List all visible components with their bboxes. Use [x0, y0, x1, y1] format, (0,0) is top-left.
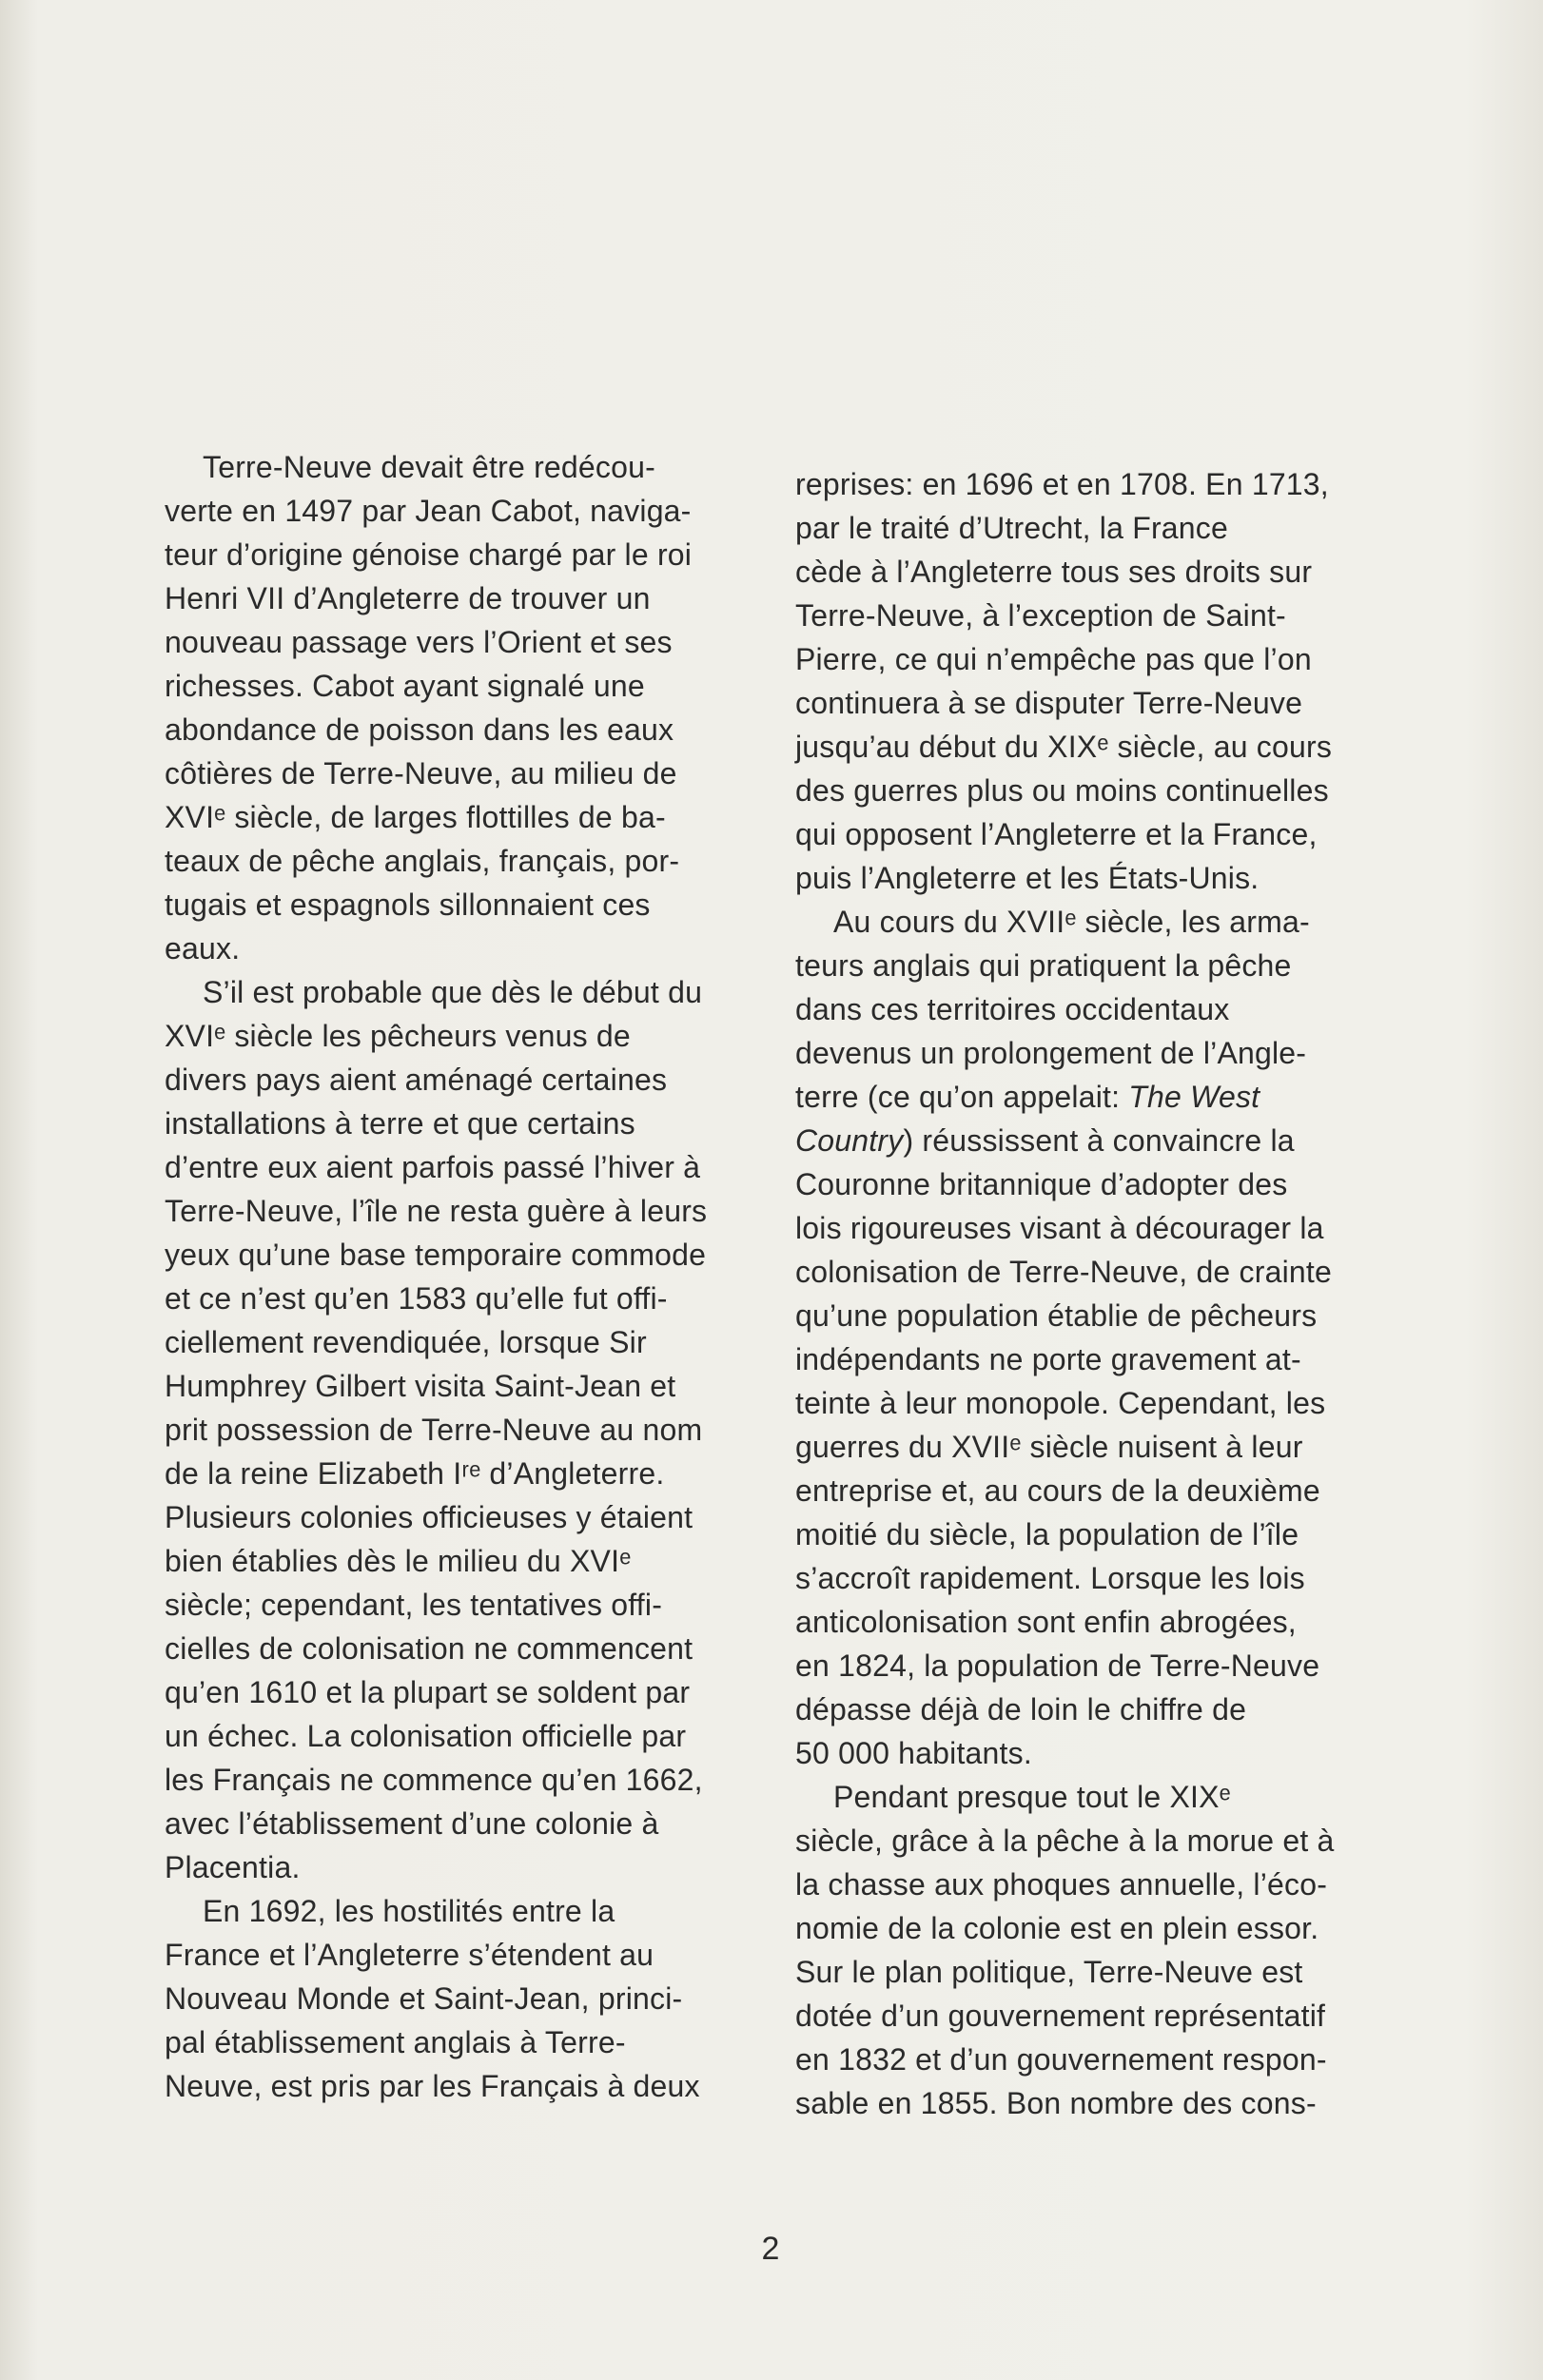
left-text-column	[165, 445, 759, 2108]
paragraph-west-country-end: ) réussissent à convaincre la Couronne britannique d’adopter des lois rigoureuses visant à décourager la colonisation de Terre-Neuve, de crainte qu’une population établie de pêcheurs indépendants ne porte gravement at- teinte à leur monopole. Cependant, les guerres du XVIIᵉ siècle nuisent à leur entreprise et, au cours de la deuxième moitié du siècle, la population de l’île s’accroît rapidement. Lorsque les lois anticolonisation sont enfin abrogées, en 1824, la population de Terre-Neuve dépasse déjà de loin le chiffre de 50 000 habitants.	[795, 1123, 1332, 1770]
paragraph-hostilities: En 1692, les hostilités entre la France et l’Angleterre s’étendent au Nouveau Monde et Saint-Jean, princi- pal établissement anglais à Terre- Neuve, est pris par les Français à deux	[165, 1894, 700, 2103]
paragraph-nineteenth-century: Pendant presque tout le XIXᵉ siècle, grâce à la pêche à la morue et à la chasse aux phoques annuelle, l’éco- nomie de la colonie est en plein essor. Sur le plan politique, Terre-Neuve est dotée d’un gouvernement représentatif en 1832 et d’un gouvernement respon- sable en 1855. Bon nombre des cons-	[795, 1780, 1335, 2120]
west-country-italic: The West Country	[795, 1080, 1260, 1158]
paragraph-west-country	[795, 900, 1414, 1775]
right-text-column	[795, 462, 1414, 2125]
paragraph-west-country-start: Au cours du XVIIᵉ siècle, les arma- teurs anglais qui pratiquent la pêche dans ces territoires occidentaux devenus un prolongement de l’Angle- terre (ce qu’on appelait:	[795, 905, 1310, 1114]
paragraph-fishermen: S’il est probable que dès le début du XVIᵉ siècle les pêcheurs venus de divers pays aient aménagé certaines installations à terre et que certains d’entre eux aient parfois passé l’hiver à Terre-Neuve, l’île ne resta guère à leurs yeux qu’une base temporaire commode et ce n’est qu’en 1583 qu’elle fut offi- ciellement revendiquée, lorsque Sir Humphrey Gilbert visita Saint-Jean et prit possession de Terre-Neuve au nom de la reine Elizabeth Iʳᵉ d’Angleterre. Plusieurs colonies officieuses y étaient bien établies dès le milieu du XVIᵉ siècle; cependant, les tentatives offi- cielles de colonisation ne commencent qu’en 1610 et la plupart se soldent par un échec. La colonisation officielle par les Français ne commence qu’en 1662, avec l’établissement d’une colonie à Placentia.	[165, 975, 708, 1884]
paragraph-utrecht: reprises: en 1696 et en 1708. En 1713, par le traité d’Utrecht, la France cède à l’Angleterre tous ses droits sur Terre-Neuve, à l’exception de Saint- Pierre, ce qui n’empêche pas que l’on continuera à se disputer Terre-Neuve jusqu’au début du XIXᵉ siècle, au cours des guerres plus ou moins continuelles qui opposent l’Angleterre et la France, puis l’Angleterre et les États-Unis.	[795, 467, 1333, 895]
page-number: 2	[761, 2231, 780, 2267]
paragraph-cabot: Terre-Neuve devait être redécou- verte en 1497 par Jean Cabot, naviga- teur d’origine génoise chargé par le roi Henri VII d’Angleterre de trouver un nouveau passage vers l’Orient et ses richesses. Cabot ayant signalé une abondance de poisson dans les eaux côtières de Terre-Neuve, au milieu de XVIᵉ siècle, de larges flottilles de ba- teaux de pêche anglais, français, por- tugais et espagnols sillonnaient ces eaux.	[165, 450, 693, 966]
